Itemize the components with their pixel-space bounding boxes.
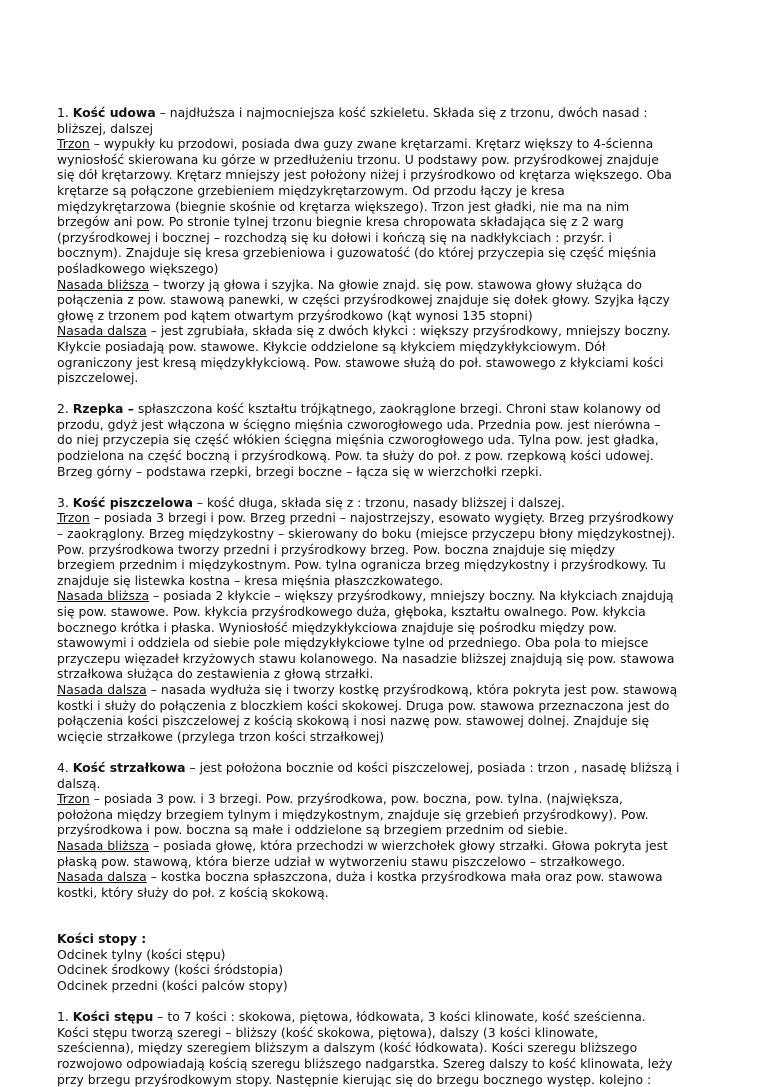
text-line: [57, 1072, 707, 1087]
text-run: spłaszczona kość kształtu trójkątnego, zaokrąglone brzegi. Chroni staw kolanowy od: [133, 401, 661, 417]
text-line: [57, 214, 707, 230]
text-run: 2.: [57, 401, 73, 417]
text-run: Odcinek tylny (kości stępu): [57, 946, 226, 962]
text-line: [57, 588, 707, 604]
text-run: Odcinek środkowy (kości śródstopia): [57, 962, 284, 978]
text-line: [57, 869, 707, 885]
underlined-term: Trzon: [57, 136, 90, 152]
paragraph-gap: [57, 479, 707, 495]
text-run: – zaokrąglony. Brzeg międzykostny – skierowany do boku (miejsce przyczepu błony międzykostnej).: [57, 526, 676, 542]
text-run: wyniosłość skierowana ku górze w przedłużeniu trzonu. U podstawy pow. przyśrodkowej znajduje: [57, 151, 659, 167]
underlined-term: Trzon: [57, 510, 90, 526]
text-line: [57, 323, 707, 339]
text-line: [57, 666, 707, 682]
text-run: wcięcie strzałkowe (przylega trzon kości strzałkowej): [57, 728, 385, 744]
text-run: – jest położona bocznie od kości piszczelowej, posiada : trzon , nasadę bliższą i: [185, 759, 680, 775]
text-run: – posiada 3 pow. i 3 brzegi. Pow. przyśrodkowa, pow. boczna, pow. tylna. (największa,: [89, 791, 623, 807]
text-line: [57, 822, 707, 838]
text-line: [57, 183, 707, 199]
paragraph-gap: [57, 744, 707, 760]
text-line: [57, 105, 707, 121]
bold-heading: Rzepka –: [72, 401, 134, 417]
text-run: kostki, który służy do poł. z kością skokową.: [57, 884, 329, 900]
text-run: Pow. przyśrodkowa tworzy przedni i przyśrodkowy brzeg. Pow. boczna znajduje się między: [57, 541, 616, 557]
text-run: międzykrętarzowa (biegnie skośnie od krętarza większego). Trzon jest gładki, nie ma na nim: [57, 198, 630, 214]
text-run: się dół krętarzowy. Krętarz mniejszy jest położony niżej i przyśrodkowo od krętarza większego. Oba: [57, 167, 672, 183]
text-line: [57, 245, 707, 261]
text-line: [57, 199, 707, 215]
text-run: głowę z trzonem pod kątem otwartym przyśrodkowo (kąt wynosi 135 stopni): [57, 307, 533, 323]
text-line: [57, 308, 707, 324]
text-line: [57, 355, 707, 371]
text-run: bocznego krótka i płaska. Wyniosłość międzykłykciowa znajduje się pośrodku między pow.: [57, 619, 617, 635]
text-run: – posiada 2 kłykcie – większy przyśrodkowy, mniejszy boczny. Na kłykciach znajdują: [149, 588, 674, 604]
text-line: [57, 635, 707, 651]
paragraph-fibula: [57, 760, 707, 900]
text-line: [57, 604, 707, 620]
text-run: bliższej, dalszej: [57, 120, 154, 136]
text-line: [57, 1009, 707, 1025]
text-line: [57, 339, 707, 355]
text-line: [57, 978, 707, 994]
text-line: [57, 620, 707, 636]
text-line: [57, 261, 707, 277]
text-line: [57, 136, 707, 152]
text-line: [57, 962, 707, 978]
text-run: bocznym). Znajduje się kresa grzebieniowa i guzowatość (do której przyczepia się część mięśnia: [57, 245, 657, 261]
paragraph-gap: [57, 994, 707, 1010]
text-run: (przyśrodkowej i bocznej – rozchodzą się ku dołowi i kończą się na nadkłykciach : przyśr. i: [57, 229, 612, 245]
paragraph-foot: [57, 931, 707, 993]
text-run: – najdłuższa i najmocniejsza kość szkieletu. Składa się z trzonu, dwóch nasad :: [155, 105, 648, 120]
paragraph-gap: [57, 386, 707, 402]
paragraph-tarsus: [57, 1009, 707, 1087]
text-line: [57, 760, 707, 776]
underlined-term: Nasada bliższa: [57, 588, 150, 604]
text-line: [57, 292, 707, 308]
paragraph-gap: [57, 900, 707, 931]
paragraph-femur: [57, 105, 707, 386]
text-line: [57, 1025, 707, 1041]
text-run: – nasada wydłuża się i tworzy kostkę przyśrodkową, która pokryta jest pow. stawową: [146, 681, 678, 697]
text-run: – posiada głowę, która przechodzi w wierzchołek głowy strzałki. Głowa pokryta jest: [149, 837, 668, 853]
text-line: [57, 448, 707, 464]
text-run: – posiada 3 brzegi i pow. Brzeg przedni – najostrzejszy, esowato wygięty. Brzeg przyśrodkowy: [89, 510, 674, 526]
text-run: ograniczony jest kresą międzykłykciową. Pow. stawowe służą do poł. stawowego z kłykciami kości: [57, 354, 664, 370]
paragraph-patella: [57, 401, 707, 479]
text-run: – to 7 kości : skokowa, piętowa, łódkowata, 3 kości klinowate, kość sześcienna.: [153, 1009, 646, 1025]
text-line: [57, 417, 707, 433]
underlined-term: Nasada dalsza: [57, 869, 147, 885]
text-line: [57, 573, 707, 589]
text-run: do niej przyczepia się część włókien ścięgna mięśnia czworogłowego uda. Tylna pow. jest gładka,: [57, 432, 659, 448]
text-run: pośladkowego większego): [57, 260, 219, 276]
text-run: połączenia kości piszczelowej z kością skokową i nosi nazwę pow. stawowej dolnej. Znajduje się: [57, 713, 650, 729]
text-line: [57, 713, 707, 729]
text-run: Kłykcie posiadają pow. stawowe. Kłykcie oddzielone są kłykciem międzykłykciowym. Dół: [57, 338, 606, 354]
text-line: [57, 167, 707, 183]
text-line: [57, 854, 707, 870]
text-line: [57, 651, 707, 667]
text-line: [57, 401, 707, 417]
paragraph-tibia: [57, 495, 707, 745]
text-run: 4.: [57, 759, 73, 775]
text-line: [57, 526, 707, 542]
text-run: – tworzy ją głowa i szyjka. Na głowie znajd. się pow. stawowa głowy służąca do: [149, 276, 642, 292]
underlined-term: Nasada dalsza: [57, 681, 147, 697]
text-run: przyczepu więzadeł krzyżowych stawu kolanowego. Na nasadzie bliższej znajdują się pow. stawowa: [57, 650, 675, 666]
text-line: [57, 698, 707, 714]
underlined-term: Nasada bliższa: [57, 837, 150, 853]
text-line: [57, 121, 707, 137]
text-run: położona między brzegiem tylnym i międzykostnym, znajduje się grzebień przyśrodkowy). Pow.: [57, 806, 649, 822]
text-run: rozwojowo odpowiadają kością szeregu bliższego nadgarstka. Szereg dalszy to kość klinowata, leży: [57, 1056, 673, 1072]
text-run: 3.: [57, 494, 73, 510]
text-run: – jest zgrubiała, składa się z dwóch kłykci : większy przyśrodkowy, mniejszy boczny.: [146, 323, 671, 339]
text-line: [57, 495, 707, 511]
text-line: [57, 838, 707, 854]
text-run: – kość długa, składa się z : trzonu, nasady bliższej i dalszej.: [192, 494, 565, 510]
text-line: [57, 931, 707, 947]
underlined-term: Nasada bliższa: [57, 276, 150, 292]
text-line: [57, 682, 707, 698]
text-line: [57, 729, 707, 745]
text-run: Brzeg górny – podstawa rzepki, brzegi boczne – łącza się w wierzchołki rzepki.: [57, 463, 543, 479]
text-run: sześcienna), między szeregiem bliższym a dalszym (kość łódkowata). Kości szeregu bliższego: [57, 1040, 638, 1056]
text-line: [57, 947, 707, 963]
text-run: brzegów ani pow. Po stronie tylnej trzonu biegnie kresa chropowata składająca się z 2 warg: [57, 214, 624, 230]
text-line: [57, 557, 707, 573]
text-run: Odcinek przedni (kości palców stopy): [57, 978, 288, 994]
text-line: [57, 510, 707, 526]
document-page: [57, 105, 707, 1087]
text-run: znajduje się listewka kostna – kresa mięśnia płaszczkowatego.: [57, 572, 444, 588]
text-line: [57, 370, 707, 386]
text-run: przodu, gdyż jest włączona w ścięgno mięśnia czworogłowego uda. Przednia pow. jest nierówna –: [57, 416, 661, 432]
text-run: 1.: [57, 1009, 73, 1025]
bold-heading: Kości stępu: [72, 1009, 154, 1025]
bold-heading: Kości stopy :: [57, 931, 147, 947]
text-run: brzegiem przednim i międzykostnym. Pow. tylna ogranicza brzeg międzykostny i przyśrodkowy. Tu: [57, 557, 666, 573]
text-line: [57, 1040, 707, 1056]
text-run: 1.: [57, 105, 73, 120]
text-line: [57, 542, 707, 558]
bold-heading: Kość strzałkowa: [72, 759, 186, 775]
text-run: piszczelowej.: [57, 370, 139, 386]
text-line: [57, 277, 707, 293]
text-line: [57, 230, 707, 246]
text-line: [57, 432, 707, 448]
text-run: stawowymi i oddziela od siebie pole międzykłykciowe tylne od przedniego. Oba pola to miejsce: [57, 635, 649, 651]
text-run: dalszą.: [57, 775, 101, 791]
text-run: Kości stępu tworzą szeregi – bliższy (kość skokowa, piętowa), dalszy (3 kości klinowate,: [57, 1024, 599, 1040]
underlined-term: Trzon: [57, 791, 90, 807]
text-run: połączenia z pow. stawową panewki, w części przyśrodkowej znajduje się dołek głowy. Szyjka łączy: [57, 292, 670, 308]
text-run: – wypukły ku przodowi, posiada dwa guzy zwane krętarzami. Krętarz większy to 4-ścienna: [89, 136, 654, 152]
underlined-term: Nasada dalsza: [57, 323, 147, 339]
text-line: [57, 152, 707, 168]
bold-heading: Kość udowa: [72, 105, 156, 120]
text-run: przy brzegu przyśrodkowym stopy. Następnie kierując się do brzegu bocznego występ. kolejno :: [57, 1071, 652, 1087]
text-line: [57, 776, 707, 792]
text-line: [57, 885, 707, 901]
text-line: [57, 464, 707, 480]
bold-heading: Kość piszczelowa: [72, 494, 193, 510]
text-run: płaską pow. stawową, która bierze udział w wytworzeniu stawu piszczelowo – strzałkowego.: [57, 853, 626, 869]
text-line: [57, 807, 707, 823]
text-run: przyśrodkowa i pow. boczna są małe i oddzielone są brzegiem przednim od siebie.: [57, 822, 568, 838]
text-line: [57, 791, 707, 807]
text-run: podzielona na część boczną i przyśrodkową. Pow. ta służy do poł. z pow. rzepkową kości udowej.: [57, 448, 654, 464]
text-run: – kostka boczna spłaszczona, duża i kostka przyśrodkowa mała oraz pow. stawowa: [146, 869, 663, 885]
text-line: [57, 1056, 707, 1072]
text-run: się pow. stawowe. Pow. kłykcia przyśrodkowego duża, głęboka, kształtu owalnego. Pow. kłykcia: [57, 604, 646, 619]
text-run: kostki i służy do połączenia z bloczkiem kości skokowej. Druga pow. stawowa przeznaczona jest do: [57, 697, 670, 713]
text-run: krętarze są połączone grzebieniem międzykrętarzowym. Od przodu łączy je kresa: [57, 182, 565, 198]
text-run: strzałkowa służąca do zestawienia z głową strzałki.: [57, 666, 374, 682]
